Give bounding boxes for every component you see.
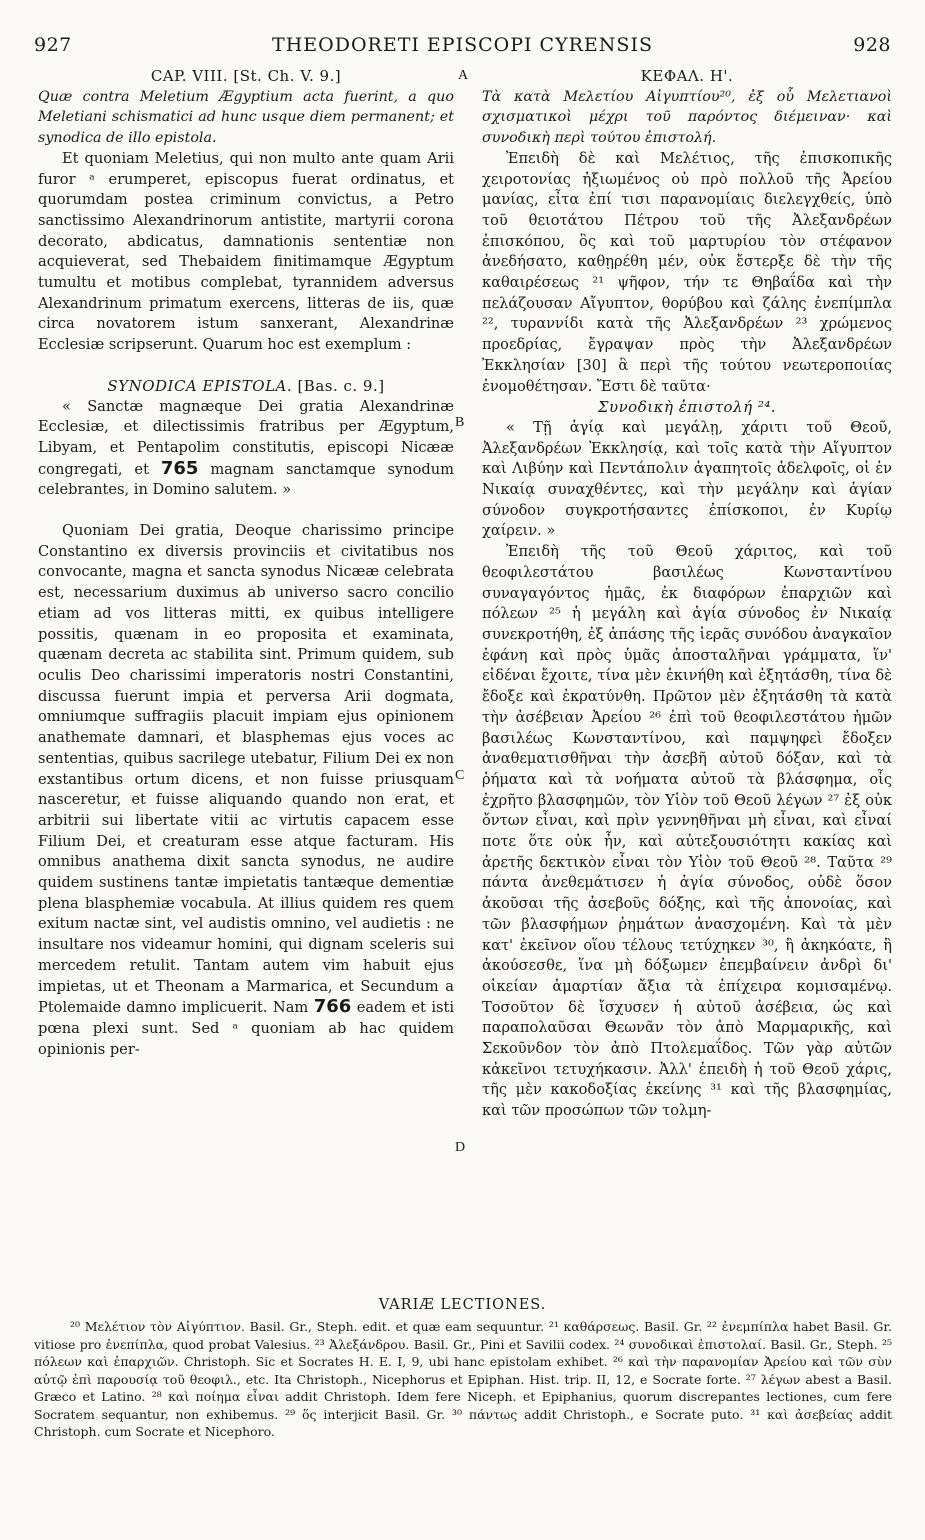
latin-synodica-heading bbox=[38, 376, 454, 397]
latin-paragraph-1: Et quoniam Meletius, qui non multo ante quam Arii furor ᵃ erumperet, episcopus fuerat ordinatus, et quorumdam postea criminum convictus, a Petro sanctissimo Alexandrinorum antistite, martyrii corona decorato, abdicatus, damnationis sententiæ non acquieverat, sed Thebaidem finitimamque Ægyptum tumultu et motibus complebat, tyrannidem adversus Alexandrinum primatum exercens, litteras de iis, quæ circa novatorem istum sanxerant, Alexandrinæ Ecclesiæ scripserunt. Quarum hoc est exemplum : bbox=[38, 149, 454, 354]
latin-synodica-ref: [Bas. c. 9.] bbox=[297, 376, 385, 395]
greek-paragraph-1: Ἐπειδὴ δὲ καὶ Μελέτιος, τῆς ἐπισκοπικῆς χειροτονίας ἠξιωμένος οὐ πρὸ πολλοῦ τῆς Ἀρείου μανίας, εἶτα ἐπί τισι παρανομίαις διελεγχθείς, ὑπὸ τοῦ θειοτάτου Πέτρου τοῦ τῆς Ἀλεξανδρέων ἐπισκόπου, ὃς καὶ τοῦ μαρτυρίου τὸν στέφανον ἀνεδήσατο, καθῃρέθη μέν, οὐκ ἔστερξε δὲ τὴν τῆς καθαιρέσεως ²¹ ψῆφον, τήν τε Θηβαΐδα καὶ τὴν πελάζουσαν Αἴγυπτον, θορύβου καὶ ζάλης ἐνεπίμπλα ²², τυραννίδι κατὰ τῆς Ἀλεξανδρέων ²³ χρώμενος προεδρίας, ἔγραψαν πρὸς τὴν Ἀλεξανδρέων Ἐκκλησίαν [30] ἃ περὶ τῆς τούτου νεωτεροποιίας ἐνομοθέτησαν. Ἔστι δὲ ταῦτα· bbox=[482, 149, 892, 395]
latin-chapter-summary: Quæ contra Meletium Ægyptium acta fuerint, a quo Meletiani schismatici ad hunc usque diem permanent; et synodica de illo epistola. bbox=[38, 88, 454, 147]
greek-column bbox=[482, 66, 892, 1122]
latin-chapter-heading: CAP. VIII. [St. Ch. V. 9.] bbox=[150, 67, 342, 85]
latin-paragraph-2-text-b: eadem et isti pœna plexi sunt. Sed ᵃ quoniam ab hac quidem opinionis per- bbox=[38, 999, 455, 1058]
margin-marker-b: B bbox=[455, 415, 465, 430]
latin-paragraph-2 bbox=[38, 521, 454, 1060]
latin-salutation-text-b: magnam sanctamque synodum celebrantes, in Domino salutem. » bbox=[38, 460, 454, 499]
variae-lectiones-heading: VARIÆ LECTIONES. bbox=[378, 1297, 547, 1313]
greek-synodica-heading: Συνοδικὴ ἐπιστολή ²⁴. bbox=[597, 398, 777, 417]
margin-marker-c: C bbox=[455, 768, 465, 783]
migne-column-number-766: 766 bbox=[313, 996, 352, 1018]
migne-column-number-765: 765 bbox=[160, 457, 199, 479]
running-head bbox=[34, 34, 891, 60]
greek-chapter-summary: Τὰ κατὰ Μελετίου Αἰγυπτίου²⁰, ἐξ οὗ Μελετιανοὶ σχισματικοὶ μέχρι τοῦ παρόντος διέμειναν· καὶ συνοδικὴ περὶ τούτου ἐπιστολή. bbox=[482, 88, 892, 147]
latin-synodica-title: SYNODICA EPISTOLA. bbox=[107, 376, 293, 395]
latin-salutation-text-a: « Sanctæ magnæque Dei gratia Alexandrinæ Ecclesiæ, et dilectissimis fratribus per Ægyptum, Libyam, et Pentapolim constitutis, episcopi Nicææ congregati, et bbox=[38, 397, 454, 478]
running-title: THEODORETI EPISCOPI CYRENSIS bbox=[272, 34, 653, 56]
variae-lectiones-text: ²⁰ Μελέτιον τὸν Αἰγύπτιον. Basil. Gr., Steph. edit. et quæ eam sequuntur. ²¹ καθάρσεως. Basil. Gr. ²² ἐνεμπίπλα habet Basil. Gr. vitiose pro ἐνεπίπλα, quod probat Valesius. ²³ Ἀλεξάνδρου. Basil. Gr., Pini et Savilii codex. ²⁴ συνοδικαὶ ἐπιστολαί. Basil. Gr., Steph. ²⁵ πόλεων καὶ ἐπαρχιῶν. Christoph. Sic et Socrates H. E. I, 9, ubi hanc epistolam exhibet. ²⁶ καὶ τὴν παρανομίαν Ἀρείου καὶ τῶν σὺν αὐτῷ ἐπὶ παρουσίᾳ τοῦ θεοφιλ., etc. Ita Christoph., Nicephorus et Epiphan. Hist. trip. II, 12, e Socrate forte. ²⁷ λέγων abest a Basil. Græco et Latino. ²⁸ καὶ ποίημα εἶναι addit Christoph. Idem fere Niceph. et Epiphanius, quorum discrepantes lectiones, cum fere Socratem sequantur, non exhibemus. ²⁹ ὅς interjicit Basil. Gr. ³⁰ πάντως addit Christoph., e Socrate puto. ³¹ καὶ ἀσεβείας addit Christoph. cum Socrate et Nicephoro. bbox=[34, 1319, 892, 1439]
latin-paragraph-2-text-a: Quoniam Dei gratia, Deoque charissimo principe Constantino ex diversis provinciis et civitatibus nos convocante, magna et sancta synodus Nicææ celebrata est, necessarium duximus ab universo sacro concilio etiam ad vos litteras mitti, ex quibus intelligere possitis, quænam in eo proposita et examinata, quænam decreta ac stabilita sint. Primum quidem, sub oculis Deo charissimi imperatoris nostri Constantini, discussa fuerunt impia et perversa Arii dogmata, omniumque suffragiis placuit impiam ejus opinionem anathemate damnari, et blasphemas ejus voces ac sententias, quibus sacrilege utebatur, Filium Dei ex non exstantibus ortum dicens, et non fuisse priusquam nasceretur, et fuisse aliquando quando non erat, et arbitrii sui libertate vitii ac virtutis capacem esse Filium Dei, et creaturam esse atque facturam. His omnibus anathema dixit sancta synodus, ne audire quidem sustinens tantæ impietatis tantæque dementiæ plena blasphemiæ vocabula. At illius quidem res quem exitum nactæ sint, vel audistis omnino, vel audietis : ne insultare nos videamur homini, qui dignam sceleris sui mercedem retulit. Tantam autem vim habuit ejus impietas, ut et Theonam a Marmarica, et Secundum a Ptolemaide damno implicuerit. Nam bbox=[38, 522, 454, 1017]
latin-salutation bbox=[38, 397, 454, 502]
margin-marker-d: D bbox=[455, 1140, 466, 1155]
greek-paragraph-2: Ἐπειδὴ τῆς τοῦ Θεοῦ χάριτος, καὶ τοῦ θεοφιλεστάτου βασιλέως Κωνσταντίνου συναγαγόντος ἡμᾶς, ἐκ διαφόρων ἐπαρχιῶν καὶ πόλεων ²⁵ ἡ μεγάλη καὶ ἁγία σύνοδος ἐν Νικαίᾳ συνεκροτήθη, ἐξ ἁπάσης τῆς ἱερᾶς συνόδου ἀναγκαῖον ἐφάνη καὶ πρὸς ὑμᾶς ἀποσταλῆναι γράμματα, ἵν' εἰδέναι ἔχοιτε, τίνα μὲν ἐκινήθη καὶ ἐξητάσθη, τίνα δὲ ἔδοξε καὶ ἐκρατύνθη. Πρῶτον μὲν ἐξητάσθη τὰ κατὰ τὴν ἀσέβειαν Ἀρείου ²⁶ ἐπὶ τοῦ θεοφιλεστάτου ἡμῶν βασιλέως Κωνσταντίνου, καὶ παμψηφεὶ ἔδοξεν ἀναθεματισθῆναι τὴν ἀσεβῆ αὐτοῦ δόξαν, καὶ τὰ ῥήματα καὶ τὰ νοήματα αὐτοῦ τὰ βλάσφημα, οἷς ἐχρῆτο βλασφημῶν, τὸν Υἱὸν τοῦ Θεοῦ λέγων ²⁷ ἐξ οὐκ ὄντων εἶναι, καὶ πρὶν γεννηθῆναι μὴ εἶναι, καὶ εἶναί ποτε ὅτε οὐκ ἦν, καὶ αὐτεξουσιότητι κακίας καὶ ἀρετῆς δεκτικὸν εἶναι τὸν Υἱὸν τοῦ Θεοῦ ²⁸. Ταῦτα ²⁹ πάντα ἀνεθεμάτισεν ἡ ἁγία σύνοδος, οὐδὲ ὅσον ἀκοῦσαι τῆς ἀσεβοῦς δόξης, καὶ τῆς ἀπονοίας, καὶ τῶν βλασφήμων ῥημάτων ἀνασχομένη. Καὶ τὰ μὲν κατ' ἐκεῖνον οἵου τέλους τετύχηκεν ³⁰, ἢ ἀκηκόατε, ἢ ἀκούσεσθε, ἵνα μὴ δόξωμεν ἐπεμβαίνειν ἀνδρὶ δι' οἰκείαν ἁμαρτίαν ἄξια τὰ ἐπίχειρα κομισαμένῳ. Τοσοῦτον δὲ ἴσχυσεν ἡ αὐτοῦ ἀσέβεια, ὡς καὶ παραπολαῦσαι Θεωνᾶν τὸν ἀπὸ Μαρμαρικῆς, καὶ Σεκοῦνδον τὸν ἀπὸ Πτολεμαΐδος. Τῶν γὰρ αὐτῶν κἀκεῖνοι τετυχήκασιν. Ἀλλ' ἐπειδὴ ἡ τοῦ Θεοῦ χάρις, τῆς μὲν κακοδοξίας ἐκείνης ³¹ καὶ τῆς βλασφημίας, καὶ τῶν προσώπων τῶν τολμη- bbox=[482, 543, 892, 1120]
latin-column bbox=[38, 66, 454, 1060]
greek-chapter-heading: ΚΕΦΑΛ. Η'. bbox=[640, 67, 734, 85]
variae-lectiones-notes bbox=[34, 1318, 892, 1441]
page-number-left: 927 bbox=[34, 34, 72, 56]
margin-marker-a: A bbox=[458, 68, 469, 83]
page-number-right: 928 bbox=[853, 34, 891, 56]
greek-salutation: « Τῇ ἁγίᾳ καὶ μεγάλῃ, χάριτι τοῦ Θεοῦ, Ἀλεξανδρέων Ἐκκλησίᾳ, καὶ τοῖς κατὰ τὴν Αἴγυπτον καὶ Λιβύην καὶ Πεντάπολιν ἀγαπητοῖς ἀδελφοῖς, οἱ ἐν Νικαίᾳ συναχθέντες, καὶ τὴν μεγάλην καὶ ἁγίαν σύνοδον συγκροτήσαντες ἐπίσκοποι, ἐν Κυρίῳ χαίρειν. » bbox=[482, 418, 892, 540]
